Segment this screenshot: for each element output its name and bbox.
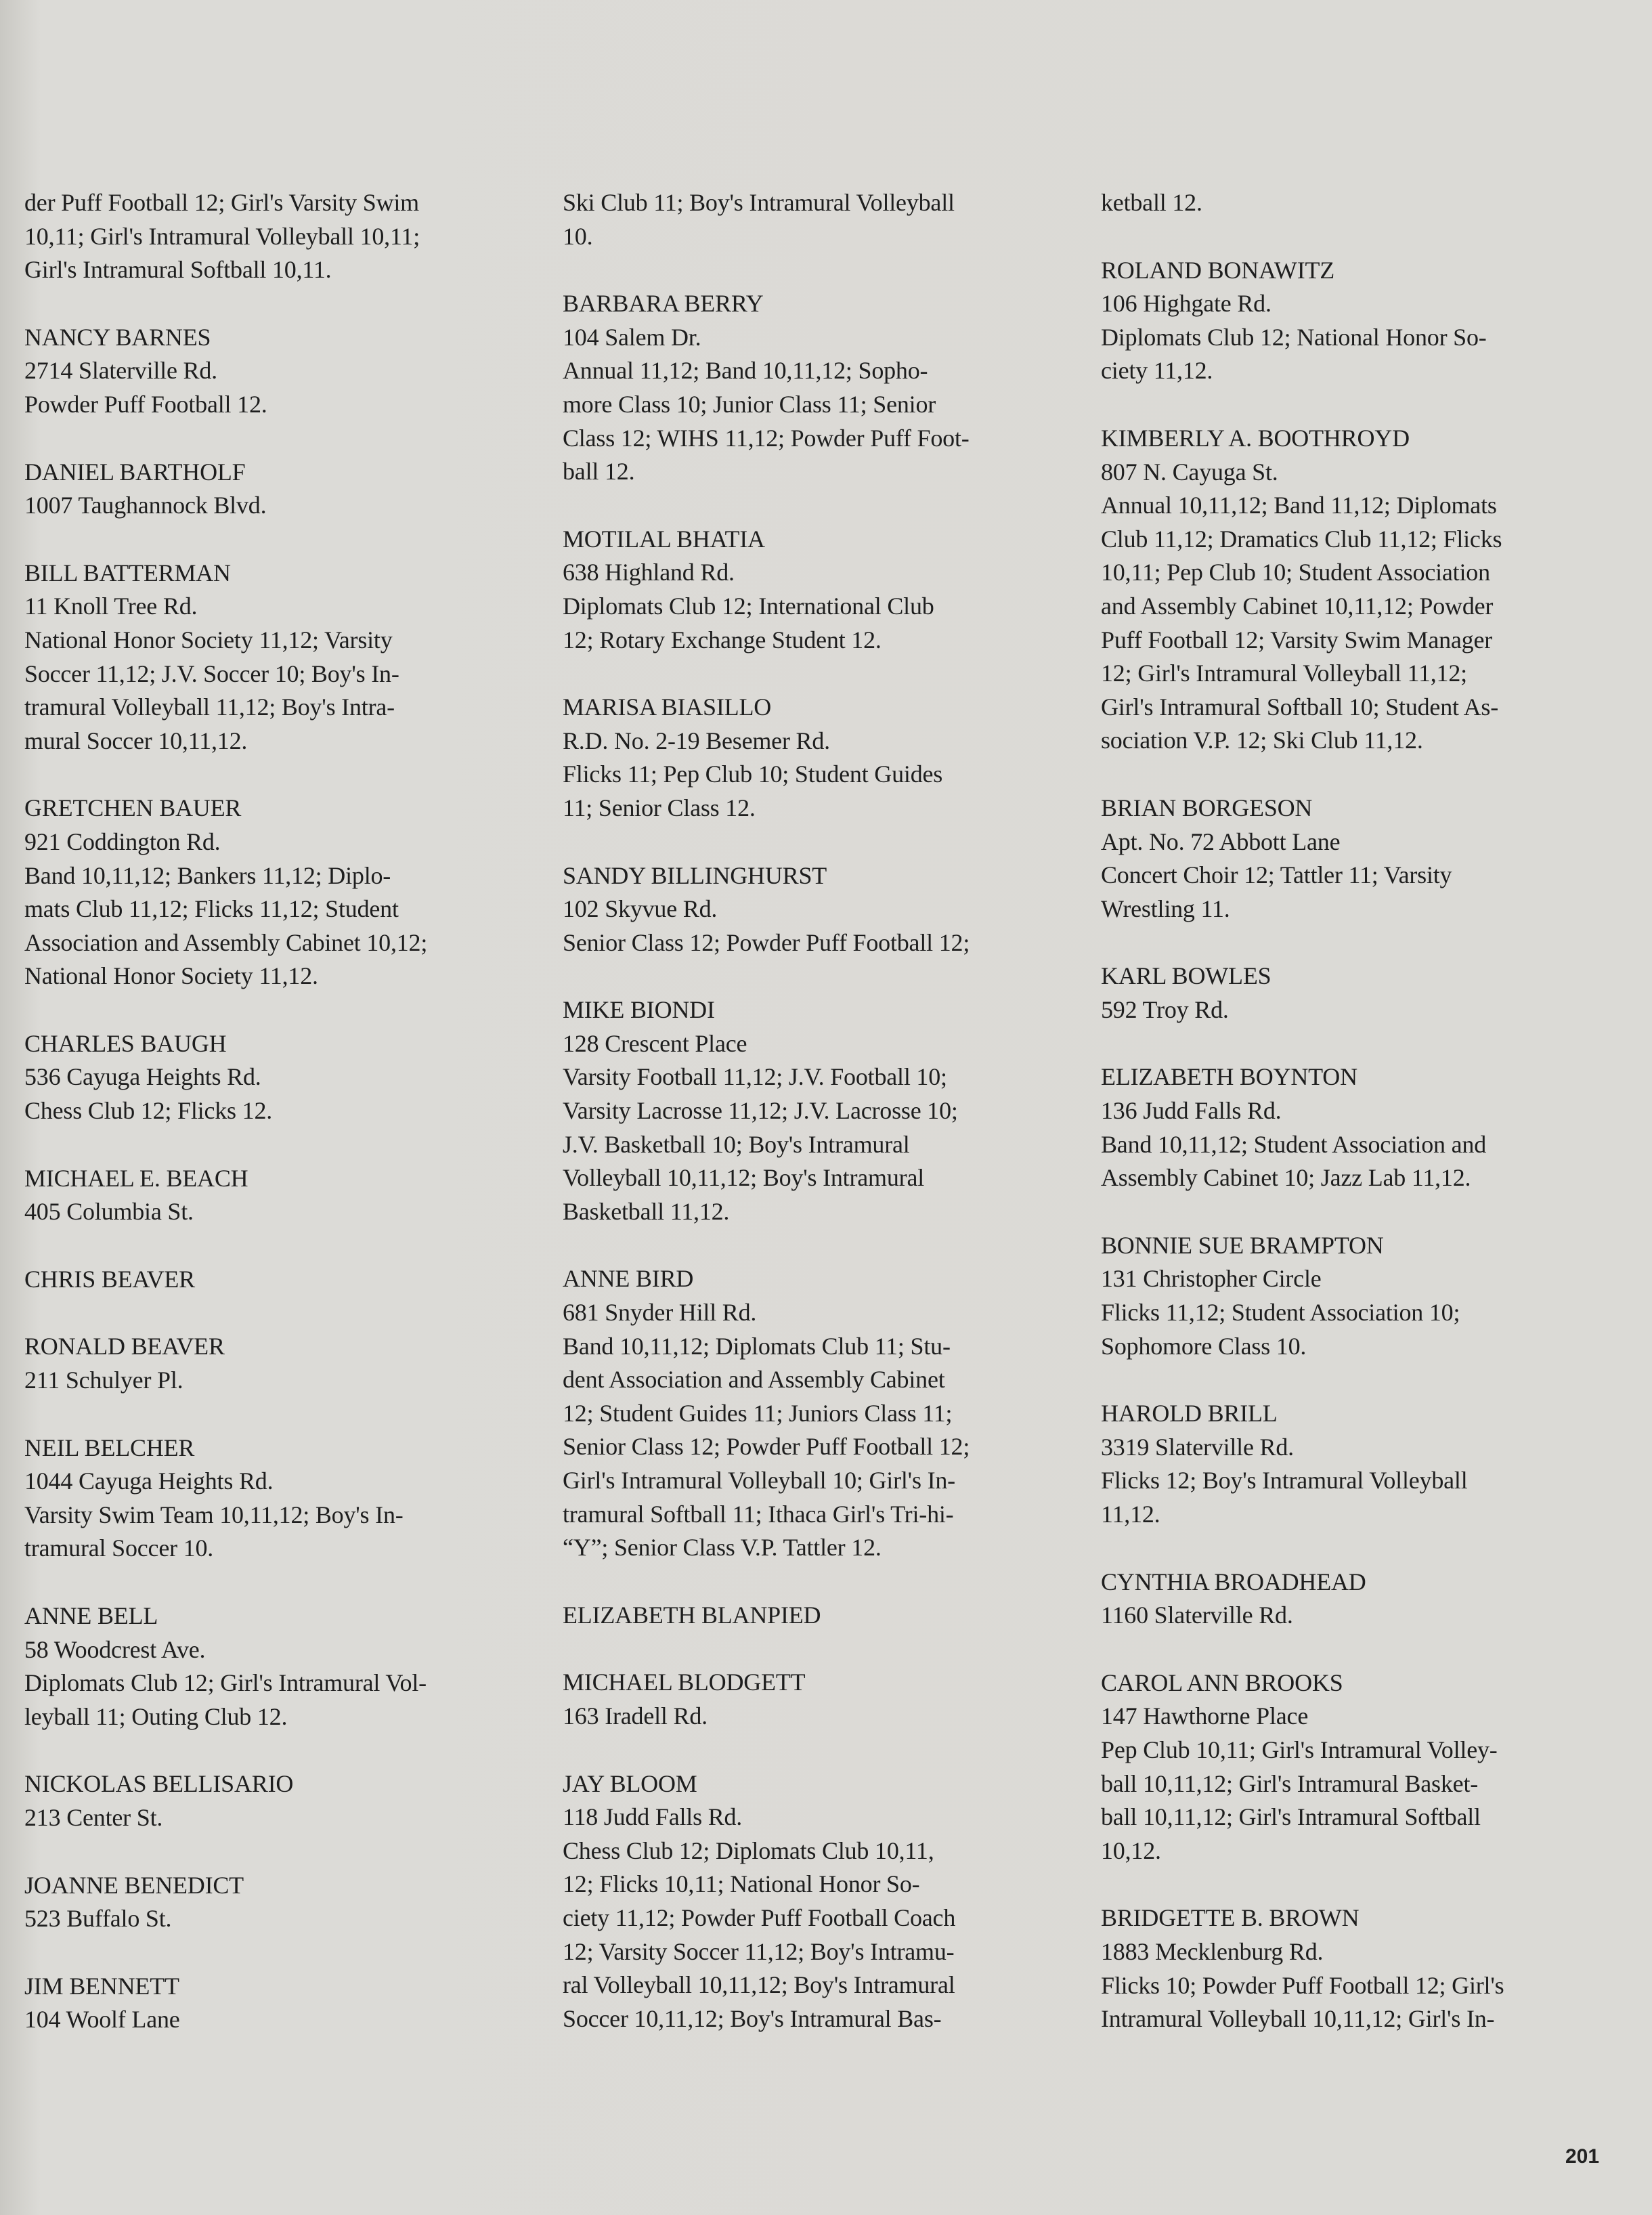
student-entry	[1101, 186, 1602, 220]
student-name: BRIDGETTE B. BROWN	[1101, 1904, 1360, 1932]
student-entry	[563, 1599, 1064, 1633]
entry-line: tramural Soccer 10.	[24, 1534, 214, 1562]
entry-line: J.V. Basketball 10; Boy's Intramural	[563, 1130, 910, 1158]
student-entry	[24, 1027, 525, 1128]
student-name: JAY BLOOM	[563, 1769, 697, 1797]
student-name: ANNE BIRD	[563, 1265, 694, 1293]
student-name: CYNTHIA BROADHEAD	[1101, 1568, 1366, 1595]
entry-line: Diplomats Club 12; International Club	[563, 592, 934, 620]
student-entry	[1101, 1397, 1602, 1531]
student-entry	[24, 321, 525, 422]
entry-line: der Puff Football 12; Girl's Varsity Swim	[24, 189, 419, 216]
entry-line: ral Volleyball 10,11,12; Boy's Intramural	[563, 1971, 955, 1999]
entry-line: Basketball 11,12.	[563, 1197, 730, 1225]
entry-line: Class 12; WIHS 11,12; Powder Puff Foot-	[563, 424, 970, 452]
entry-line: Annual 10,11,12; Band 11,12; Diplomats	[1101, 492, 1497, 519]
entry-line: 12; Flicks 10,11; National Honor So-	[563, 1870, 920, 1898]
entry-line: R.D. No. 2-19 Besemer Rd.	[563, 727, 830, 754]
student-entry	[1101, 960, 1602, 1027]
entry-line: Flicks 11; Pep Club 10; Student Guides	[563, 760, 943, 788]
student-entry	[24, 557, 525, 758]
entry-line: 10,11; Pep Club 10; Student Association	[1101, 559, 1490, 586]
student-name: ELIZABETH BOYNTON	[1101, 1063, 1357, 1091]
entry-line: Varsity Lacrosse 11,12; J.V. Lacrosse 10;	[563, 1097, 958, 1125]
student-name: RONALD BEAVER	[24, 1333, 225, 1360]
entry-line: Soccer 10,11,12; Boy's Intramural Bas-	[563, 2004, 942, 2032]
student-entry	[24, 1767, 525, 1834]
student-entry	[563, 1262, 1064, 1564]
student-name: CAROL ANN BROOKS	[1101, 1669, 1343, 1696]
entry-line: Diplomats Club 12; National Honor So-	[1101, 323, 1487, 351]
student-entry	[24, 186, 525, 287]
student-name: NEIL BELCHER	[24, 1434, 195, 1461]
student-entry	[1101, 1901, 1602, 2036]
entry-line: 104 Salem Dr.	[563, 323, 701, 351]
entry-line: 1044 Cayuga Heights Rd.	[24, 1467, 274, 1495]
entry-line: more Class 10; Junior Class 11; Senior	[563, 390, 936, 418]
student-name: BARBARA BERRY	[563, 290, 764, 318]
entry-line: 681 Snyder Hill Rd.	[563, 1299, 757, 1327]
student-entry	[1101, 1666, 1602, 1868]
entry-line: “Y”; Senior Class V.P. Tattler 12.	[563, 1534, 882, 1562]
entry-line: 104 Woolf Lane	[24, 2006, 180, 2034]
student-entry	[24, 1263, 525, 1297]
entry-line: Powder Puff Football 12.	[24, 390, 267, 418]
student-name: MICHAEL E. BEACH	[24, 1164, 248, 1192]
student-entry	[1101, 254, 1602, 388]
entry-line: 131 Christopher Circle	[1101, 1265, 1322, 1293]
entry-line: Senior Class 12; Powder Puff Football 12;	[563, 1433, 970, 1461]
student-name: MARISA BIASILLO	[563, 693, 772, 721]
student-entry	[563, 186, 1064, 253]
student-name: MOTILAL BHATIA	[563, 525, 765, 553]
entry-line: Intramural Volleyball 10,11,12; Girl's In-	[1101, 2005, 1495, 2033]
entry-line: 12; Rotary Exchange Student 12.	[563, 626, 882, 653]
entry-line: tramural Softball 11; Ithaca Girl's Tri-hi-	[563, 1500, 954, 1528]
entry-line: dent Association and Assembly Cabinet	[563, 1366, 945, 1394]
student-name: CHARLES BAUGH	[24, 1029, 227, 1057]
student-entry	[563, 523, 1064, 657]
entry-line: 118 Judd Falls Rd.	[563, 1803, 743, 1831]
entry-line: Flicks 11,12; Student Association 10;	[1101, 1299, 1460, 1327]
entry-line: 147 Hawthorne Place	[1101, 1702, 1309, 1730]
entry-line: 1883 Mecklenburg Rd.	[1101, 1937, 1324, 1965]
entry-line: 11 Knoll Tree Rd.	[24, 593, 198, 620]
entry-line: Girl's Intramural Softball 10,11.	[24, 256, 332, 284]
entry-line: Girl's Intramural Volleyball 10; Girl's In-	[563, 1467, 955, 1494]
entry-line: 10,12.	[1101, 1836, 1161, 1864]
entry-line: 12; Varsity Soccer 11,12; Boy's Intramu-	[563, 1937, 955, 1965]
student-name: KARL BOWLES	[1101, 962, 1271, 990]
entry-line: ketball 12.	[1101, 189, 1202, 216]
student-name: BONNIE SUE BRAMPTON	[1101, 1231, 1384, 1259]
student-name: NANCY BARNES	[24, 323, 211, 351]
entry-line: Varsity Swim Team 10,11,12; Boy's In-	[24, 1501, 404, 1528]
student-name: CHRIS BEAVER	[24, 1265, 195, 1293]
entry-line: tramural Volleyball 11,12; Boy's Intra-	[24, 693, 395, 721]
student-name: ANNE BELL	[24, 1602, 158, 1629]
entry-line: 102 Skyvue Rd.	[563, 895, 718, 923]
entry-line: Ski Club 11; Boy's Intramural Volleyball	[563, 189, 955, 216]
entry-line: 12; Student Guides 11; Juniors Class 11;	[563, 1399, 953, 1427]
student-entry	[1101, 792, 1602, 926]
column-3	[1101, 186, 1602, 2070]
student-entry	[24, 1599, 525, 1734]
entry-line: ciety 11,12.	[1101, 357, 1213, 385]
entry-line: Sophomore Class 10.	[1101, 1332, 1307, 1360]
student-entry	[563, 1767, 1064, 2036]
entry-line: 136 Judd Falls Rd.	[1101, 1097, 1282, 1125]
student-name: BRIAN BORGESON	[1101, 794, 1313, 821]
entry-line: Flicks 12; Boy's Intramural Volleyball	[1101, 1467, 1468, 1494]
student-entry	[1101, 422, 1602, 758]
entry-line: 807 N. Cayuga St.	[1101, 458, 1278, 486]
entry-line: 3319 Slaterville Rd.	[1101, 1433, 1294, 1461]
student-name: JIM BENNETT	[24, 1972, 179, 2000]
entry-line: 592 Troy Rd.	[1101, 995, 1229, 1023]
entry-line: Puff Football 12; Varsity Swim Manager	[1101, 626, 1493, 653]
student-name: ROLAND BONAWITZ	[1101, 256, 1335, 284]
entry-line: Assembly Cabinet 10; Jazz Lab 11,12.	[1101, 1164, 1471, 1192]
entry-line: 523 Buffalo St.	[24, 1905, 172, 1933]
entry-line: Apt. No. 72 Abbott Lane	[1101, 827, 1341, 855]
student-entry	[1101, 1566, 1602, 1633]
student-entry	[563, 859, 1064, 960]
student-entry	[24, 1330, 525, 1397]
entry-line: Chess Club 12; Flicks 12.	[24, 1097, 273, 1125]
entry-line: 405 Columbia St.	[24, 1198, 194, 1226]
student-entry	[24, 1869, 525, 1936]
entry-line: Band 10,11,12; Bankers 11,12; Diplo-	[24, 861, 391, 889]
student-name: NICKOLAS BELLISARIO	[24, 1770, 294, 1798]
student-name: SANDY BILLINGHURST	[563, 861, 827, 889]
student-name: DANIEL BARTHOLF	[24, 458, 246, 486]
entry-line: Pep Club 10,11; Girl's Intramural Volley-	[1101, 1736, 1498, 1763]
student-entry	[24, 1162, 525, 1229]
entry-line: ball 10,11,12; Girl's Intramural Softball	[1101, 1803, 1481, 1831]
student-entry	[563, 691, 1064, 825]
entry-line: Girl's Intramural Softball 10; Student As-	[1101, 693, 1499, 721]
entry-line: 2714 Slaterville Rd.	[24, 357, 217, 385]
entry-line: Chess Club 12; Diplomats Club 10,11,	[563, 1836, 934, 1864]
entry-line: 11; Senior Class 12.	[563, 794, 756, 821]
entry-line: 211 Schulyer Pl.	[24, 1367, 183, 1394]
student-entry	[24, 1432, 525, 1566]
column-2	[563, 186, 1064, 2069]
entry-line: Annual 11,12; Band 10,11,12; Sopho-	[563, 357, 928, 385]
student-entry	[24, 1970, 525, 2037]
entry-line: Volleyball 10,11,12; Boy's Intramural	[563, 1164, 925, 1192]
entry-line: 163 Iradell Rd.	[563, 1702, 708, 1729]
entry-line: 12; Girl's Intramural Volleyball 11,12;	[1101, 660, 1467, 687]
entry-line: ciety 11,12; Powder Puff Football Coach	[563, 1904, 956, 1931]
student-name: HAROLD BRILL	[1101, 1400, 1278, 1427]
entry-line: Association and Assembly Cabinet 10,12;	[24, 928, 428, 956]
entry-line: 11,12.	[1101, 1501, 1160, 1528]
entry-line: Senior Class 12; Powder Puff Football 12;	[563, 928, 970, 956]
student-name: JOANNE BENEDICT	[24, 1871, 244, 1899]
entry-line: sociation V.P. 12; Ski Club 11,12.	[1101, 727, 1423, 754]
entry-line: mural Soccer 10,11,12.	[24, 727, 248, 754]
entry-line: 638 Highland Rd.	[563, 559, 735, 586]
entry-line: 536 Cayuga Heights Rd.	[24, 1063, 261, 1091]
entry-line: Flicks 10; Powder Puff Football 12; Girl's	[1101, 1971, 1504, 1999]
entry-line: Concert Choir 12; Tattler 11; Varsity	[1101, 861, 1452, 889]
entry-line: Diplomats Club 12; Girl's Intramural Vol-	[24, 1669, 427, 1697]
entry-line: 10,11; Girl's Intramural Volleyball 10,11;	[24, 222, 420, 250]
entry-line: 58 Woodcrest Ave.	[24, 1635, 206, 1663]
entry-line: Band 10,11,12; Diplomats Club 11; Stu-	[563, 1332, 951, 1360]
page-number: 201	[1565, 2145, 1600, 2168]
entry-line: Band 10,11,12; Student Association and	[1101, 1130, 1487, 1158]
entry-line: and Assembly Cabinet 10,11,12; Powder	[1101, 592, 1494, 620]
entry-line: National Honor Society 11,12.	[24, 962, 318, 990]
entry-line: ball 10,11,12; Girl's Intramural Basket-	[1101, 1769, 1479, 1797]
entry-line: mats Club 11,12; Flicks 11,12; Student	[24, 895, 399, 923]
student-entry	[24, 792, 525, 993]
entry-line: 10.	[563, 222, 593, 250]
entry-line: 128 Crescent Place	[563, 1029, 747, 1057]
student-name: BILL BATTERMAN	[24, 559, 231, 586]
entry-line: Club 11,12; Dramatics Club 11,12; Flicks	[1101, 525, 1502, 553]
entry-line: Varsity Football 11,12; J.V. Football 10;	[563, 1063, 947, 1091]
student-name: ELIZABETH BLANPIED	[563, 1601, 821, 1629]
entry-line: 1160 Slaterville Rd.	[1101, 1601, 1293, 1629]
student-name: KIMBERLY A. BOOTHROYD	[1101, 424, 1410, 452]
entry-line: National Honor Society 11,12; Varsity	[24, 626, 393, 653]
entry-line: 1007 Taughannock Blvd.	[24, 492, 267, 519]
student-entry	[563, 993, 1064, 1228]
student-entry	[563, 287, 1064, 489]
student-entry	[1101, 1060, 1602, 1195]
entry-line: 106 Highgate Rd.	[1101, 290, 1271, 318]
student-entry	[563, 1666, 1064, 1733]
entry-line: Soccer 11,12; J.V. Soccer 10; Boy's In-	[24, 660, 399, 687]
student-name: MICHAEL BLODGETT	[563, 1669, 806, 1696]
entry-line: 213 Center St.	[24, 1803, 163, 1831]
entry-line: ball 12.	[563, 458, 635, 486]
column-1	[24, 186, 525, 2071]
entry-line: 921 Coddington Rd.	[24, 827, 221, 855]
entry-line: leyball 11; Outing Club 12.	[24, 1702, 288, 1730]
student-name: GRETCHEN BAUER	[24, 794, 242, 822]
student-entry	[24, 456, 525, 523]
student-name: MIKE BIONDI	[563, 996, 715, 1024]
entry-line: Wrestling 11.	[1101, 895, 1230, 922]
student-entry	[1101, 1229, 1602, 1363]
